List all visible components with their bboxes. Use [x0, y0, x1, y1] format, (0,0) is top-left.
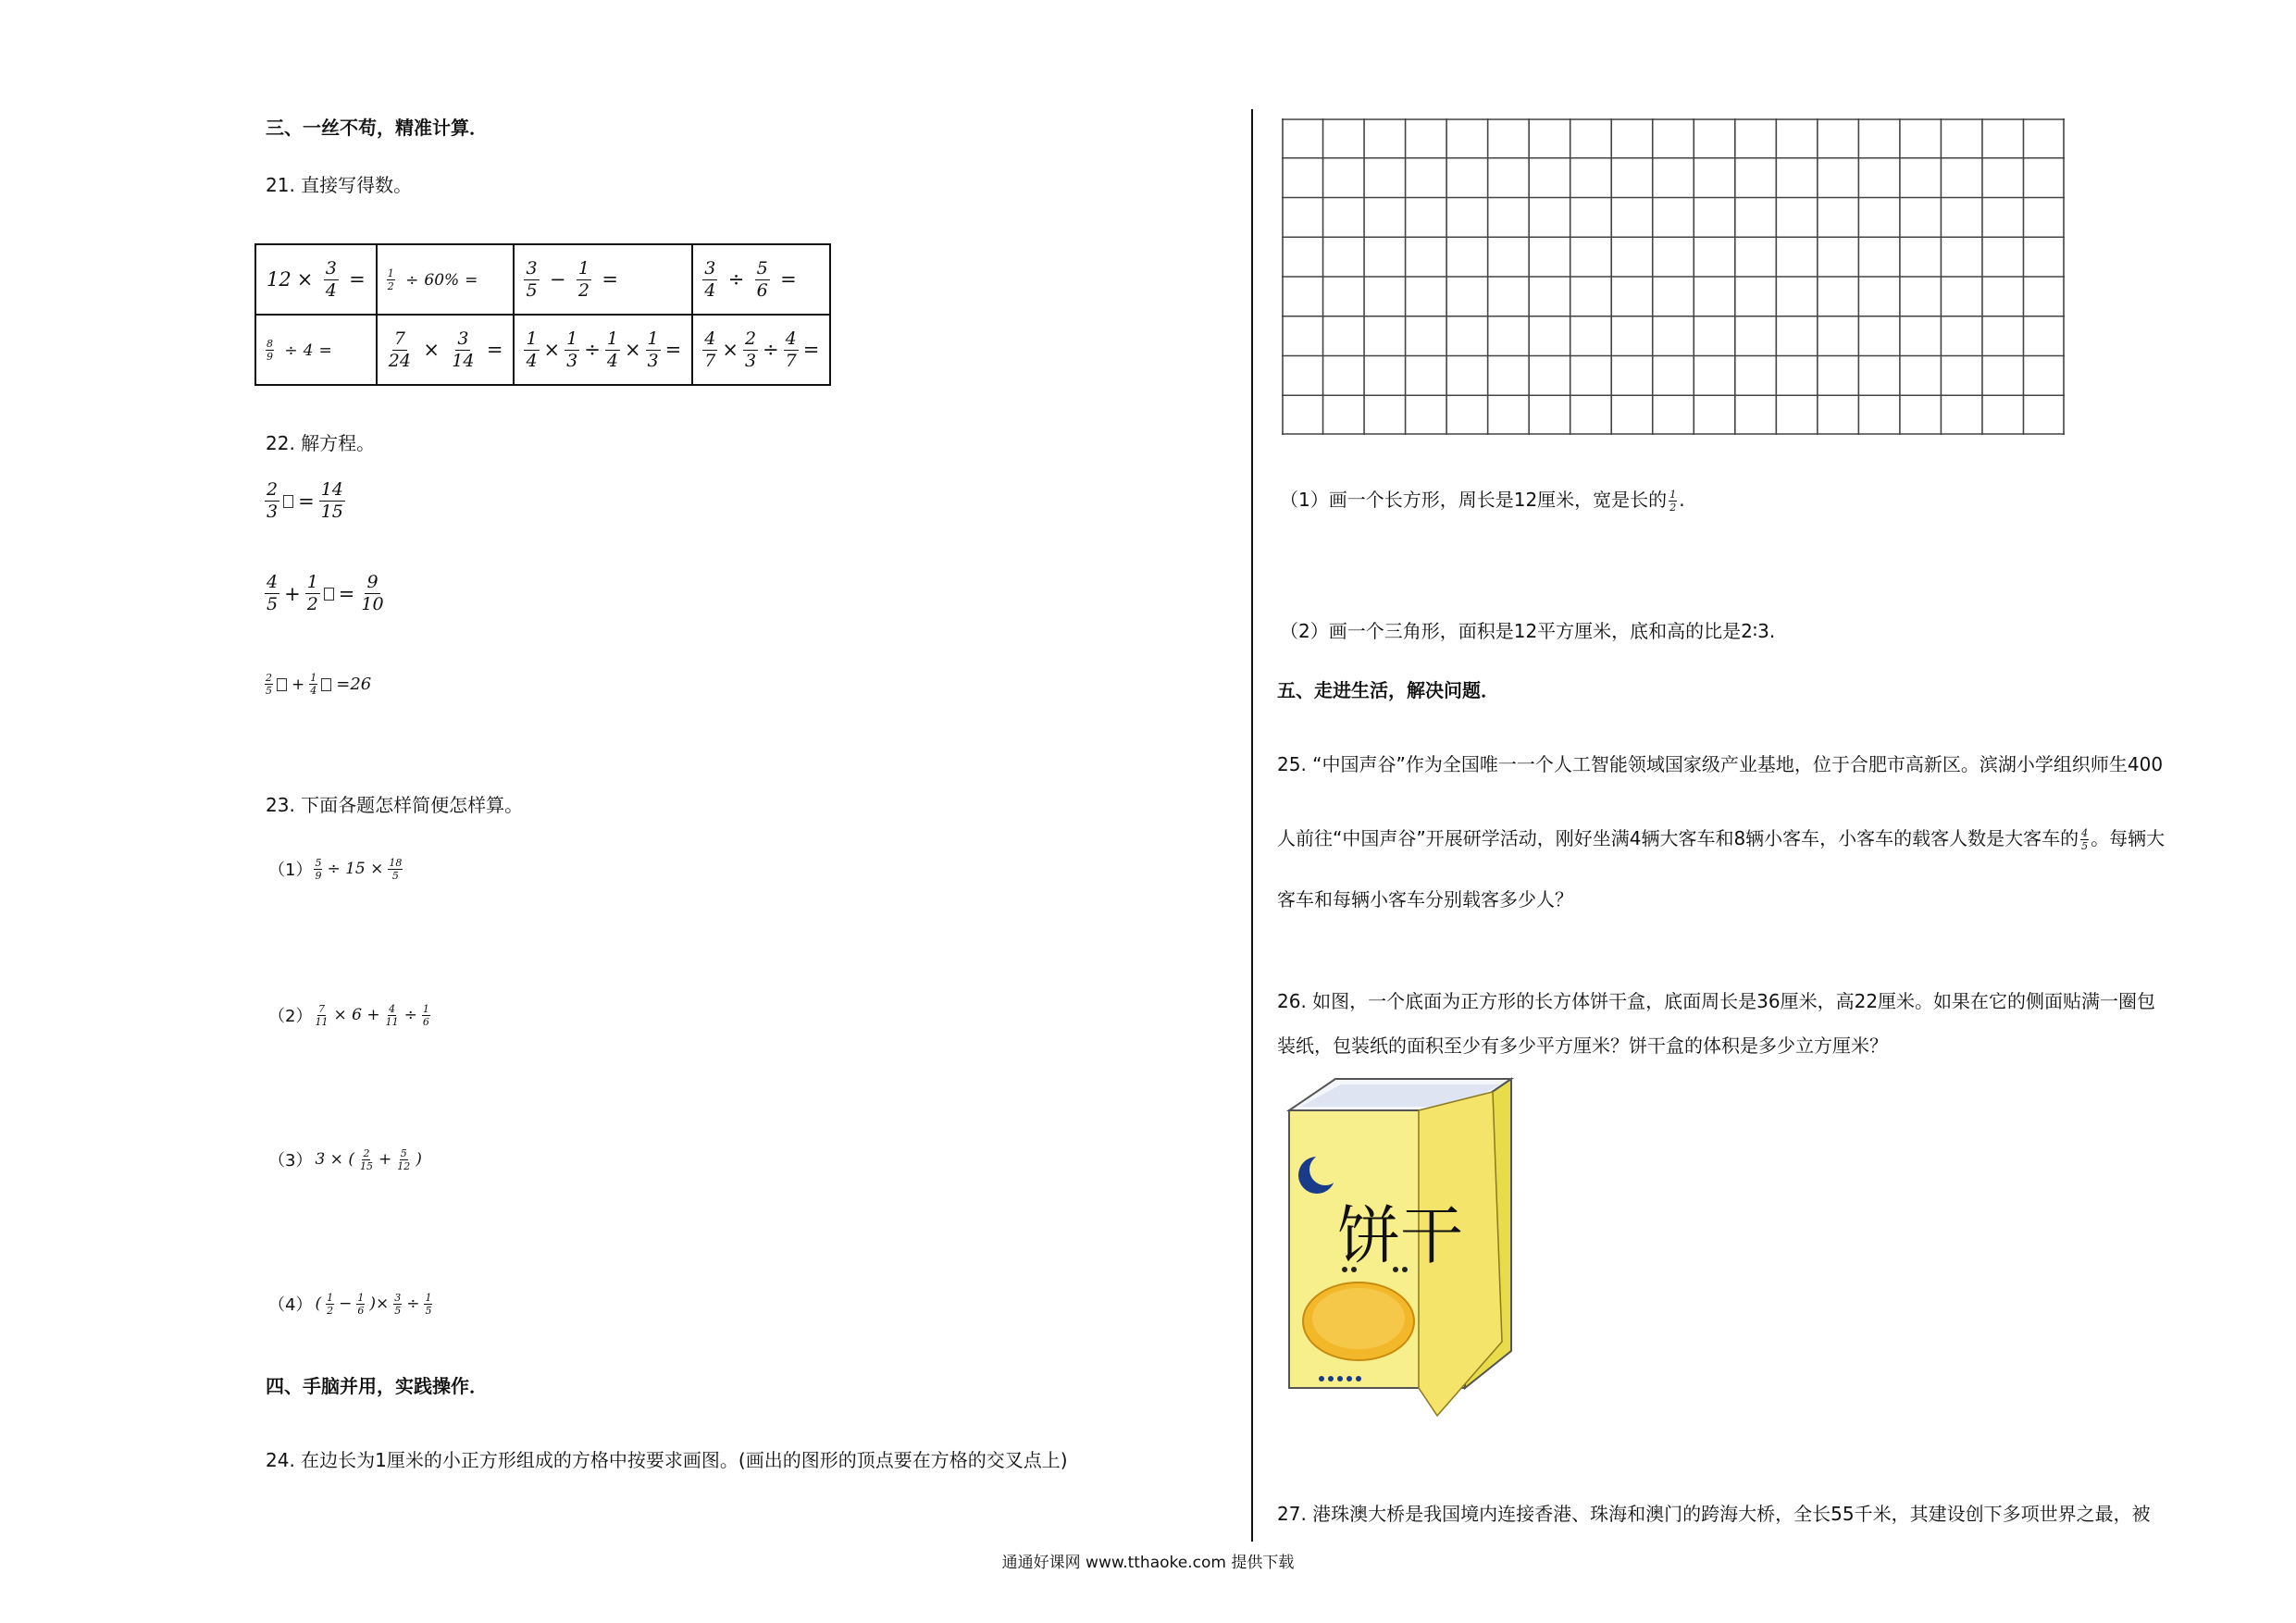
q24-part-1: （1）画一个长方形，周长是12厘米，宽是长的 $\frac{1}{2}$ .: [1280, 489, 1685, 514]
q24-label: 24. 在边长为1厘米的小正方形组成的方格中按要求画图。(画出的图形的顶点要在方格的交叉点上): [266, 1449, 1068, 1471]
q21-table: [254, 243, 831, 386]
q21-cell-6: $\frac{7}{24}$ × $\frac{3}{14}$ =: [377, 315, 515, 385]
biscuit-box-illustration: [1280, 1073, 1520, 1425]
column-divider: [1251, 109, 1253, 1542]
section-3-title: 三、一丝不苟，精准计算．: [266, 117, 488, 139]
q22-equation-3: $\frac{2}{5}$ + $\frac{1}{4}$ =26: [266, 672, 372, 697]
q23-part-2: （2） $\frac{7}{11}$ × 6 + $\frac{4}{11}$ ÷ $\frac{1}{6}$: [268, 1002, 429, 1028]
page-footer: 通通好课网 www.tthaoke.com 提供下载: [1001, 1554, 1295, 1572]
q24-drawing-grid: [1282, 118, 2065, 435]
q21-cell-3: $\frac{3}{5}$ − $\frac{1}{2}$ =: [514, 244, 692, 315]
q23-part-3: （3） 3 × ( $\frac{2}{15}$ + $\frac{5}{12}$ ): [268, 1146, 422, 1172]
q22-equation-2: $\frac{4}{5}$ + $\frac{1}{2}$ = $\frac{9}{10}$: [267, 572, 384, 614]
section-5-title: 五、走进生活，解决问题．: [1277, 679, 1499, 701]
table-row: [255, 315, 830, 385]
q26-line-2: 装纸，包装纸的面积至少有多少平方厘米？饼干盒的体积是多少立方厘米？: [1277, 1035, 1888, 1057]
table-row: [255, 244, 830, 315]
q27-line-1: 27. 港珠澳大桥是我国境内连接香港、珠海和澳门的跨海大桥，全长55千米，其建设创下多项世界之最，被: [1277, 1503, 2151, 1525]
q21-cell-8: $\frac{4}{7}$ × $\frac{2}{3}$ ÷ $\frac{4}{7}$ =: [692, 315, 830, 385]
q21-label: 21. 直接写得数。: [266, 174, 413, 196]
q21-cell-2: $\frac{1}{2}$ ÷ 60% =: [377, 244, 515, 315]
q21-cell-5: $\frac{8}{9}$ ÷ 4 =: [255, 315, 377, 385]
q22-label: 22. 解方程。: [266, 432, 376, 454]
q25-line-1: 25. “中国声谷”作为全国唯一一个人工智能领域国家级产业基地，位于合肥市高新区。滨湖小学组织师生400: [1277, 753, 2164, 775]
q21-cell-1: 12 × $\frac{3}{4}$ =: [255, 244, 377, 315]
q21-cell-4: $\frac{3}{4}$ ÷ $\frac{5}{6}$ =: [692, 244, 830, 315]
q26-line-1: 26. 如图，一个底面为正方形的长方体饼干盒，底面周长是36厘米，高22厘米。如果在它的侧面贴满一圈包: [1277, 990, 2156, 1012]
q21-cell-7: $\frac{1}{4}$ × $\frac{1}{3}$ ÷ $\frac{1}{4}$ × $\frac{1}{3}$ =: [514, 315, 692, 385]
q23-part-1: （1） $\frac{5}{9}$ ÷ 15 × $\frac{18}{5}$: [268, 856, 403, 882]
q23-part-4: （4） ( $\frac{1}{2}$ − $\frac{1}{6}$ )× $\frac{3}{5}$ ÷ $\frac{1}{5}$: [268, 1291, 432, 1317]
q25-line-3: 客车和每辆小客车分别载客多少人？: [1277, 888, 1573, 911]
q22-equation-1: $\frac{2}{3}$ = $\frac{14}{15}$: [267, 479, 343, 522]
q23-label: 23. 下面各题怎样简便怎样算。: [266, 794, 524, 816]
q25-line-2: 人前往“中国声谷”开展研学活动，刚好坐满4辆大客车和8辆小客车，小客车的载客人数是大客车的 $\frac{4}{5}$ 。每辆大: [1277, 827, 2166, 852]
section-4-title: 四、手脑并用，实践操作．: [266, 1375, 488, 1397]
q24-part-2: （2）画一个三角形，面积是12平方厘米，底和高的比是2∶3.: [1280, 620, 1776, 642]
biscuit-box-label: 饼干: [1337, 1200, 1464, 1273]
